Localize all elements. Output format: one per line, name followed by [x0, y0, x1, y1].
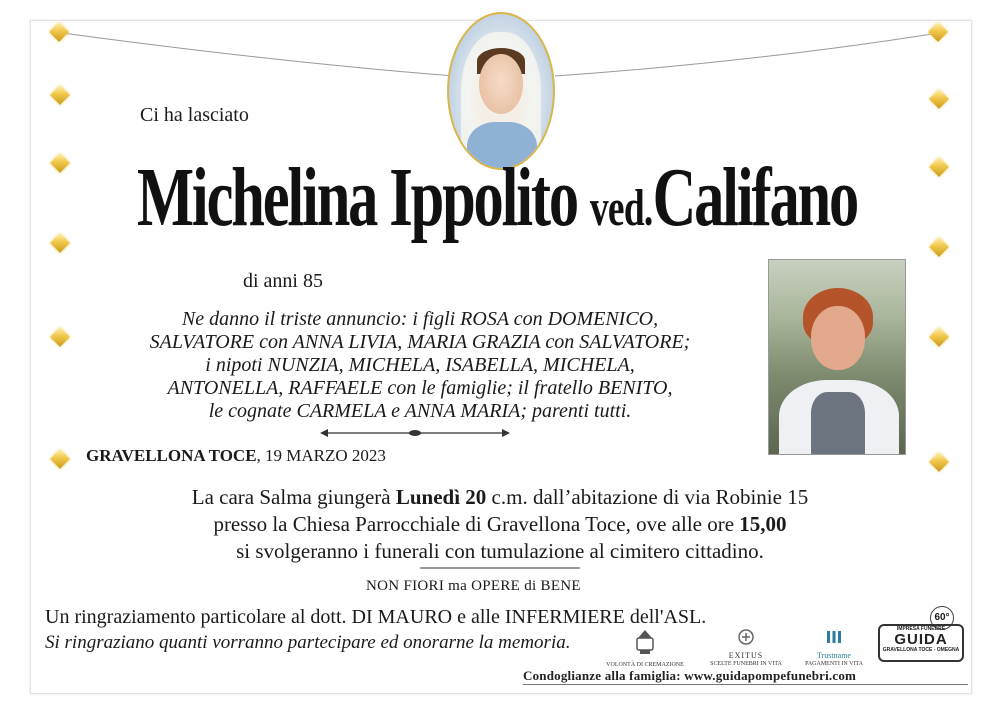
- place-date: [86, 446, 386, 466]
- condolences-underline: [523, 684, 968, 685]
- announcement-line: le cognate CARMELA e ANNA MARIA; parenti tutti.: [208, 400, 632, 422]
- deceased-photo: [768, 259, 906, 455]
- funeral-line-1-end: c.m. dall’abitazione di via Robinie 15: [486, 485, 809, 509]
- trustname-text: Trustname: [817, 651, 851, 660]
- announcement-line: ANTONELLA, RAFFAELE con le famiglie; il fratello BENITO,: [167, 377, 673, 399]
- condolences-link[interactable]: Condoglianze alla famiglia: www.guidapompefunebri.com: [523, 668, 857, 683]
- exitus-label: SCELTE FUNEBRI IN VITA: [710, 661, 782, 667]
- funeral-line-1: La cara Salma giungerà: [191, 485, 396, 509]
- exitus-logo-block: [703, 628, 789, 668]
- funeral-line-3: si svolgeranno i funerali con tumulazione al cimitero cittadino.: [236, 539, 764, 563]
- deceased-name: [137, 150, 858, 257]
- first-name: Michelina: [137, 151, 377, 244]
- age-text: di anni 85: [243, 270, 323, 292]
- thanks-text: Un ringraziamento particolare al dott. DI MAURO e alle INFERMIERE dell'ASL.: [45, 606, 707, 628]
- anniversary-badge: 60°: [930, 606, 954, 630]
- no-flowers-text: NON FIORI ma OPERE di BENE: [366, 578, 581, 594]
- trustname-logo-block: [798, 628, 870, 668]
- guida-sub-text: GRAVELLONA TOCE - OMEGNA: [882, 647, 960, 653]
- death-date: , 19 MARZO 2023: [256, 446, 386, 465]
- divider-ornament: [320, 428, 510, 438]
- cremation-icon: [630, 628, 660, 656]
- announcement-block: [95, 308, 745, 423]
- cremation-logo: [600, 628, 690, 669]
- funeral-line-2: presso la Chiesa Parrocchiale di Gravellona Toce, ove alle ore: [213, 512, 740, 536]
- thanks-text-italic: Si ringraziano quanti vorranno partecipare ed onorarne la memoria.: [45, 632, 571, 653]
- announcement-line: Ne danno il triste annuncio: i figli ROSA con DOMENICO,: [181, 308, 659, 330]
- guida-logo: [878, 624, 964, 662]
- married-name: Califano: [652, 151, 858, 244]
- announcement-line: i nipoti NUNZIA, MICHELA, ISABELLA, MICHELA,: [205, 354, 635, 376]
- guida-top-text: IMPRESA FUNEBRE: [896, 626, 946, 632]
- funeral-time: 15,00: [739, 512, 787, 536]
- trustname-label: PAGAMENTI IN VITA: [805, 661, 863, 667]
- funeral-day: Lunedì 20: [395, 485, 487, 509]
- widow-abbrev: ved.: [589, 180, 653, 237]
- exitus-text: EXITUS: [728, 651, 764, 660]
- trustname-logo: [824, 628, 844, 646]
- surname: Ippolito: [389, 151, 577, 244]
- intro-text: Ci ha lasciato: [140, 104, 249, 126]
- funeral-details: [60, 484, 940, 565]
- cremation-label: VOLONTÀ DI CREMAZIONE: [606, 662, 684, 668]
- divider-line: [420, 563, 580, 573]
- madonna-image: [447, 12, 555, 170]
- place-name: GRAVELLONA TOCE: [86, 446, 257, 465]
- announcement-line: SALVATORE con ANNA LIVIA, MARIA GRAZIA con SALVATORE;: [149, 331, 691, 353]
- exitus-logo: [736, 628, 756, 646]
- guida-name: GUIDA: [894, 631, 948, 648]
